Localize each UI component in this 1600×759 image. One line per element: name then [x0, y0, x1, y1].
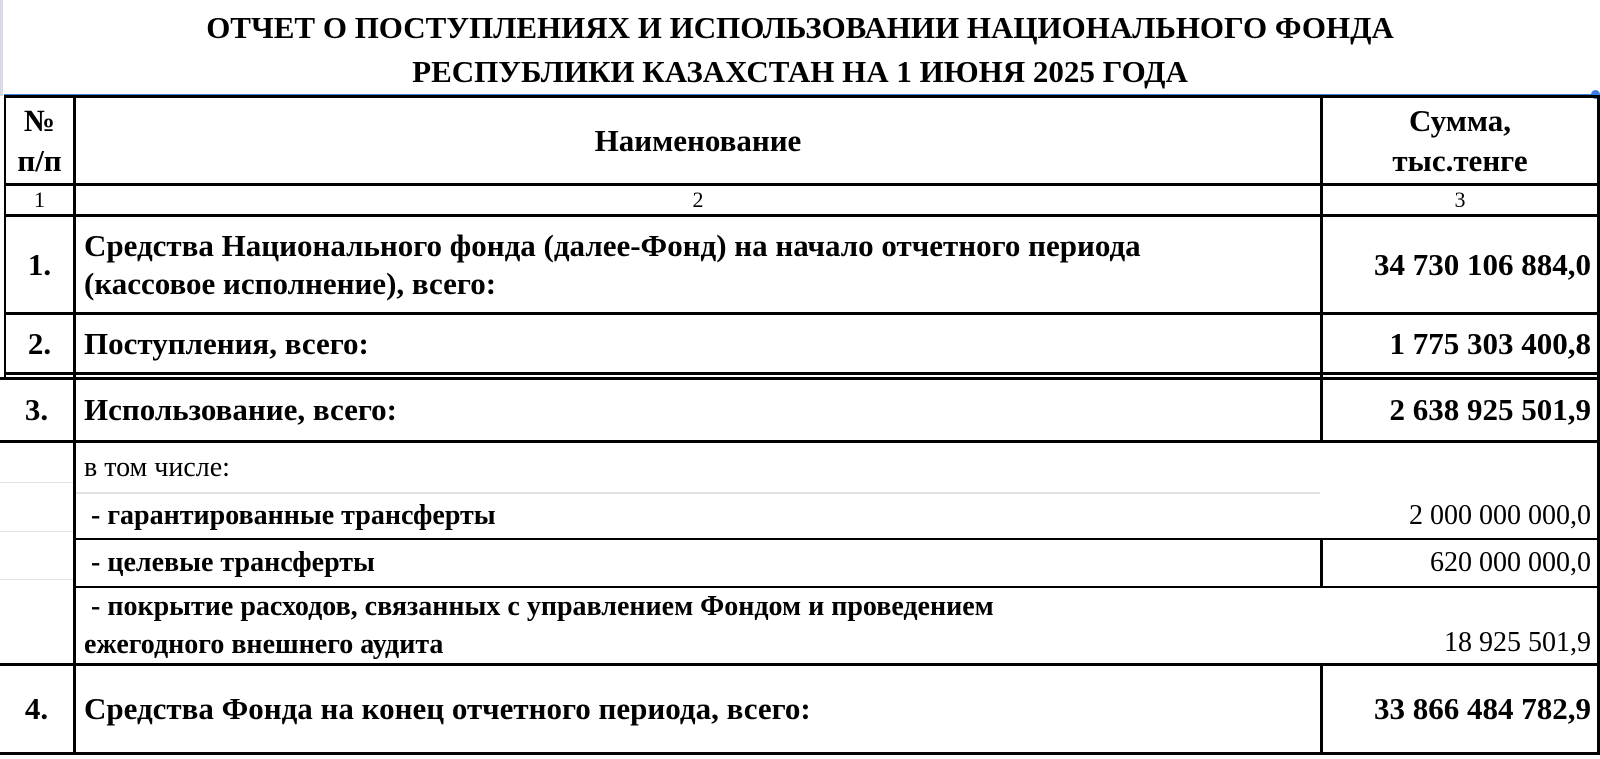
header-number-line-2: п/п — [17, 142, 62, 178]
grid-line — [4, 372, 1600, 375]
row-2-sum[interactable]: 1 775 303 400,8 — [1389, 325, 1591, 361]
column-index-2[interactable]: 2 — [692, 187, 704, 212]
row-guaranteed-transfers-sum[interactable]: 2 000 000 000,0 — [1409, 500, 1591, 531]
row-1-number[interactable]: 1. — [27, 246, 52, 282]
header-sum-line-1: Сумма, — [1409, 102, 1511, 138]
grid-line — [0, 482, 76, 483]
row-expenses-coverage-line-2: ежегодного внешнего аудита — [84, 628, 444, 660]
header-number[interactable] — [6, 98, 73, 183]
row-3-name[interactable]: Использование, всего: — [84, 392, 397, 427]
column-index-3[interactable]: 3 — [1454, 187, 1466, 212]
header-sum[interactable] — [1323, 98, 1597, 183]
report-title-line-1: ОТЧЕТ О ПОСТУПЛЕНИЯХ И ИСПОЛЬЗОВАНИИ НАЦИОНАЛЬНОГО ФОНДА — [206, 10, 1394, 45]
row-1-name-line-1: Средства Национального фонда (далее-Фонд) на начало отчетного периода — [84, 227, 1141, 263]
row-3-sum[interactable]: 2 638 925 501,9 — [1389, 392, 1591, 427]
row-4-sum[interactable]: 33 866 484 782,9 — [1374, 691, 1591, 726]
row-including-label[interactable]: в том числе: — [84, 451, 230, 483]
header-name[interactable] — [76, 98, 1320, 183]
row-expenses-coverage-name[interactable] — [76, 588, 1320, 663]
column-index-1[interactable]: 1 — [34, 187, 45, 212]
row-expenses-coverage-sum[interactable]: 18 925 501,9 — [1444, 627, 1591, 658]
row-4-number[interactable]: 4. — [24, 691, 49, 726]
report-title-line-2: РЕСПУБЛИКИ КАЗАХСТАН НА 1 ИЮНЯ 2025 ГОДА — [412, 54, 1188, 89]
row-1-name-line-2: (кассовое исполнение), всего: — [84, 265, 497, 301]
row-guaranteed-transfers-name[interactable]: - гарантированные трансферты — [84, 500, 496, 531]
grid-line — [0, 752, 1600, 755]
row-target-transfers-name[interactable]: - целевые трансферты — [84, 547, 375, 578]
row-expenses-coverage-line-1: - покрытие расходов, связанных с управлением Фондом и проведением — [84, 590, 994, 622]
row-1-name[interactable] — [76, 217, 1320, 312]
row-3-number[interactable]: 3. — [24, 392, 49, 427]
row-2-number[interactable]: 2. — [27, 325, 52, 361]
row-4-name[interactable]: Средства Фонда на конец отчетного периода, всего: — [84, 691, 811, 726]
header-name-label: Наименование — [594, 122, 802, 158]
row-target-transfers-sum[interactable]: 620 000 000,0 — [1430, 547, 1591, 578]
header-sum-line-2: тыс.тенге — [1392, 142, 1528, 178]
row-2-name[interactable]: Поступления, всего: — [84, 325, 369, 361]
grid-line — [0, 579, 76, 580]
header-number-line-1: № — [23, 102, 56, 138]
report-title[interactable] — [0, 0, 1600, 96]
grid-line — [0, 531, 76, 532]
row-1-sum[interactable]: 34 730 106 884,0 — [1374, 246, 1591, 282]
